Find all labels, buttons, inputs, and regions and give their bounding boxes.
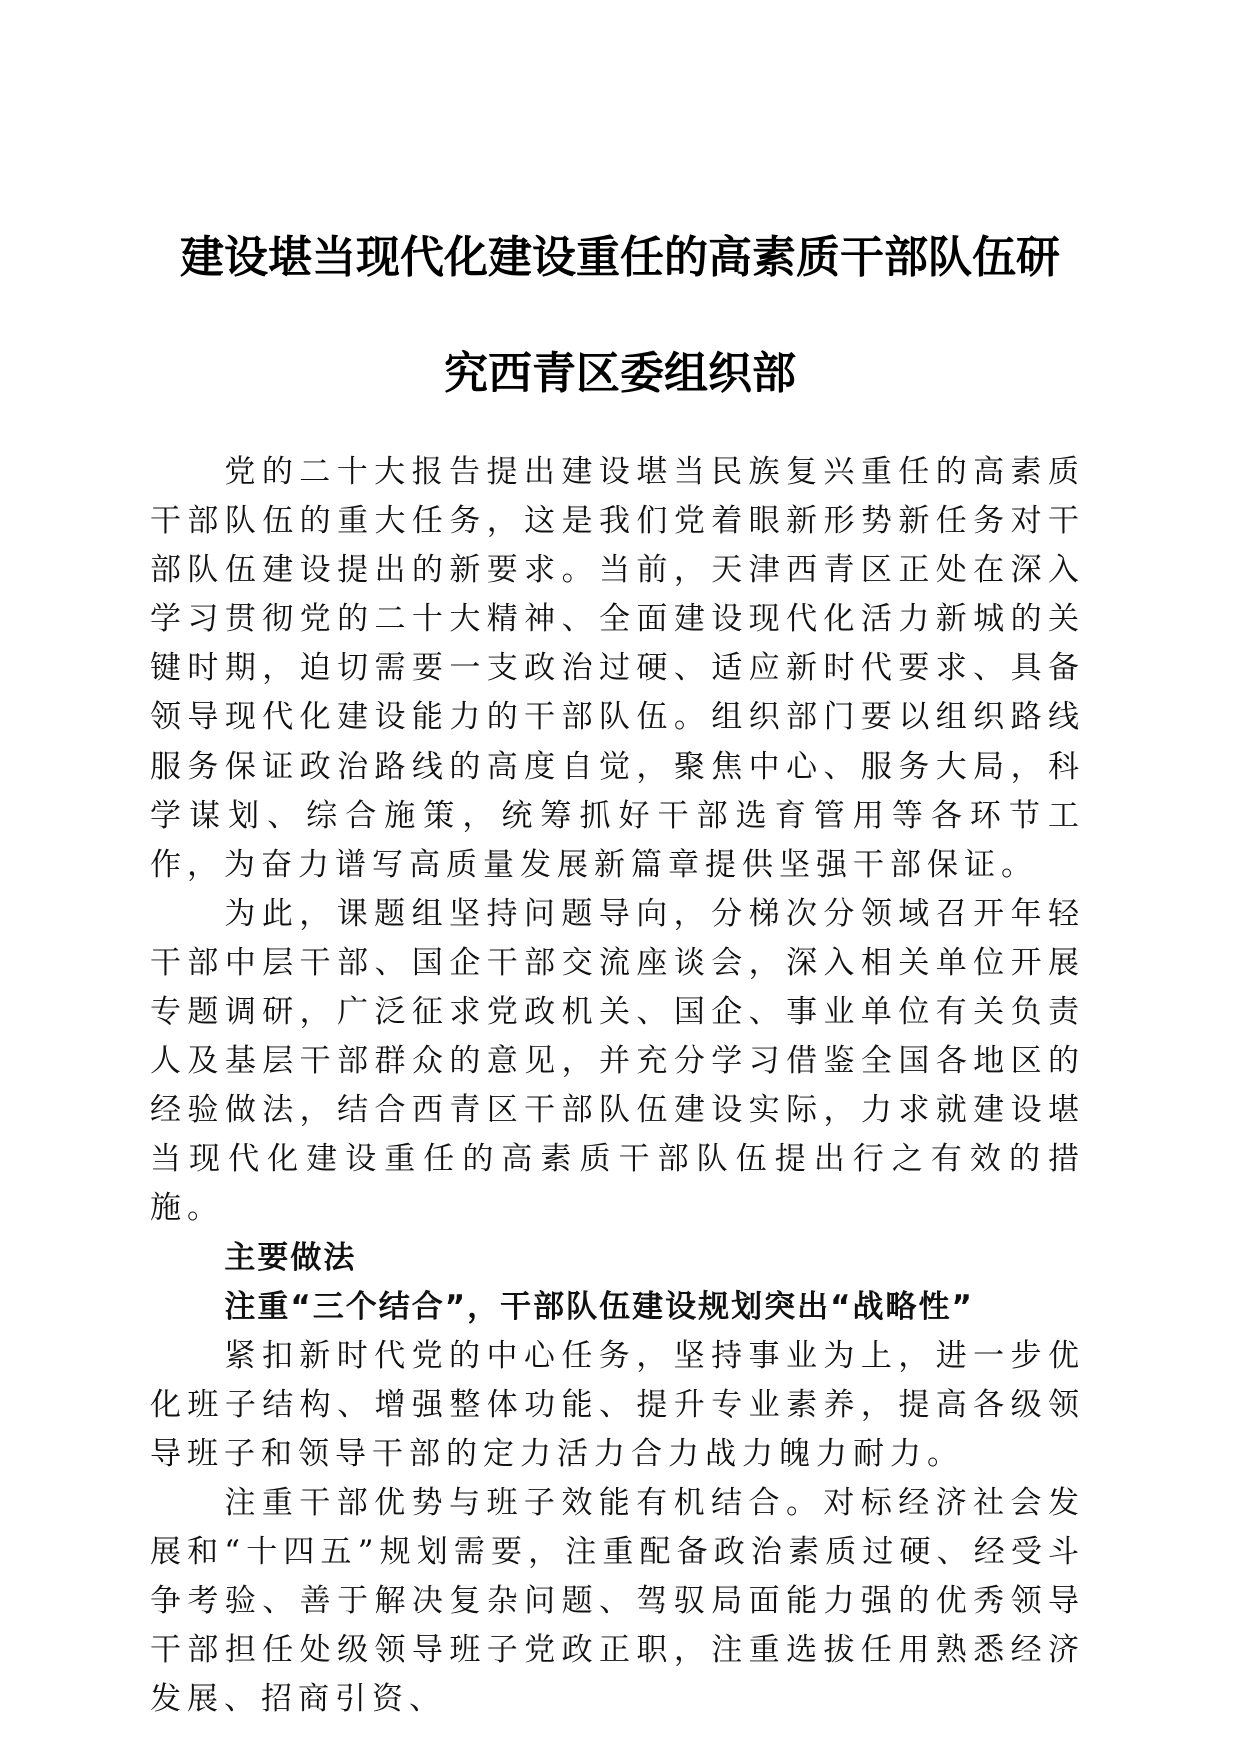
body-paragraph-intro: 党的二十大报告提出建设堪当民族复兴重任的高素质干部队伍的重大任务，这是我们党着眼新形势新任务对干部队伍建设提出的新要求。当前，天津西青区正处在深入学习贯彻党的二十大精神、全面建设现代化活力新城的关键时期，迫切需要一支政治过硬、适应新时代要求、具备领导现代化建设能力的干部队伍。组织部门要以组织路线服务保证政治路线的高度自觉，聚焦中心、服务大局，科学谋划、综合施策，统筹抓好干部选育管用等各环节工作，为奋力谱写高质量发展新篇章提供坚强干部保证。 bbox=[150, 454, 1085, 883]
body-paragraph-focus: 紧扣新时代党的中心任务，坚持事业为上，进一步优化班子结构、增强整体功能、提升专业素养，提高各级领导班子和领导干部的定力活力合力战力魄力耐力。 bbox=[150, 1337, 1085, 1472]
document-title-line-1: 建设堪当现代化建设重任的高素质干部队伍研 bbox=[180, 232, 1060, 283]
document-title-line-2: 究西青区委组织部 bbox=[444, 348, 796, 399]
subsection-heading-three-combinations: 注重“三个结合”，干部队伍建设规划突出“战略性” bbox=[224, 1288, 974, 1325]
section-heading-main-practices: 主要做法 bbox=[224, 1239, 357, 1276]
body-paragraph-cadre-advantage: 注重干部优势与班子效能有机结合。对标经济社会发展和“十四五”规划需要，注重配备政治素质过硬、经受斗争考验、善于解决复杂问题、驾驭局面能力强的优秀领导干部担任处级领导班子党政正职，注重选拔任用熟悉经济发展、招商引资、 bbox=[150, 1484, 1085, 1718]
body-paragraph-method: 为此，课题组坚持问题导向，分梯次分领域召开年轻干部中层干部、国企干部交流座谈会，深入相关单位开展专题调研，广泛征求党政机关、国企、事业单位有关负责人及基层干部群众的意见，并充分学习借鉴全国各地区的经验做法，结合西青区干部队伍建设实际，力求就建设堪当现代化建设重任的高素质干部队伍提出行之有效的措施。 bbox=[150, 895, 1085, 1227]
document-body bbox=[150, 448, 1085, 1724]
